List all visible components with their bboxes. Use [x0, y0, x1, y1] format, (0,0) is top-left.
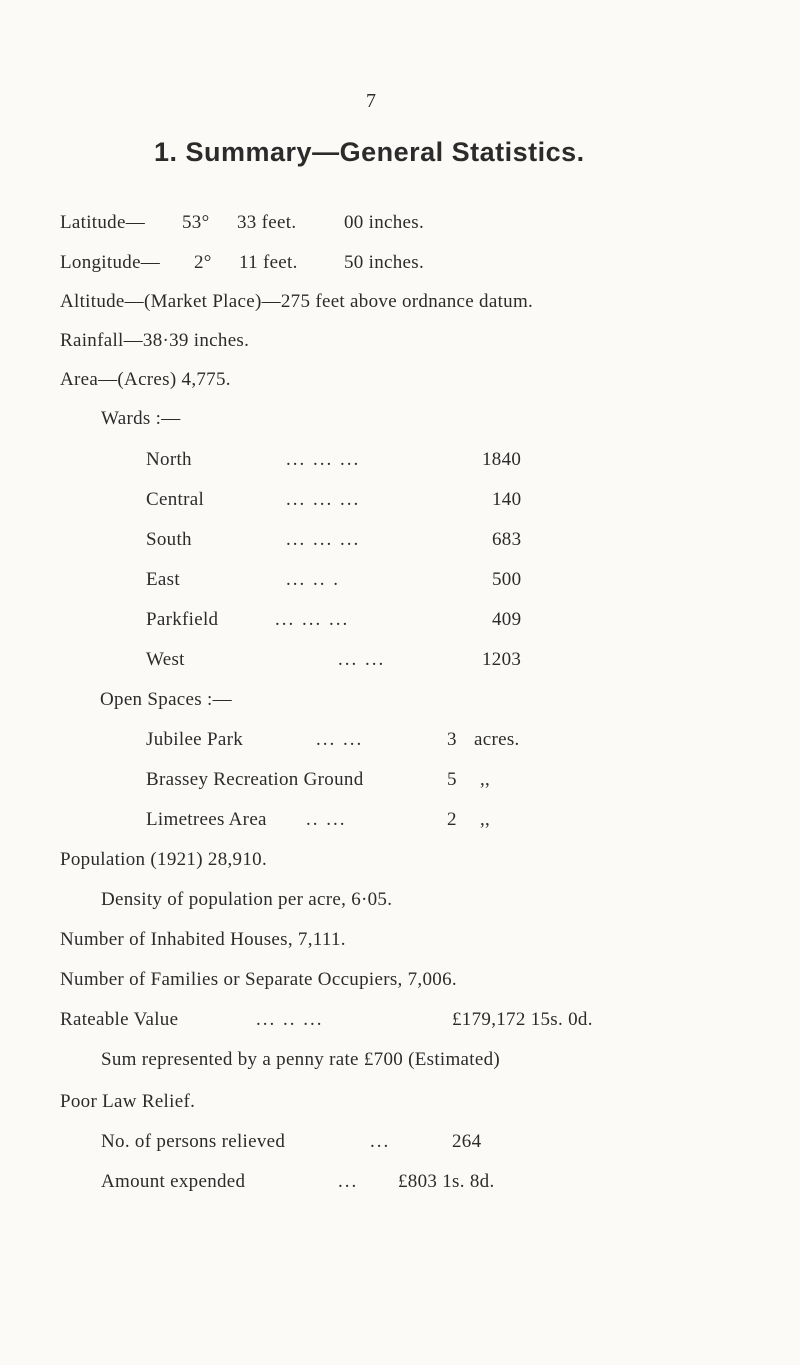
ward-value: 140	[492, 489, 522, 510]
open-space-value: 2	[447, 809, 457, 830]
ward-value: 500	[492, 569, 522, 590]
open-space-name: Limetrees Area	[146, 809, 267, 830]
longitude-inches: 50 inches.	[344, 252, 425, 273]
ward-name: South	[146, 529, 192, 550]
ward-name: North	[146, 449, 192, 470]
population-line: Population (1921) 28,910.	[60, 849, 267, 870]
page-number: 7	[366, 90, 377, 112]
leader-dots: ... .. .	[286, 569, 340, 590]
ward-name: Central	[146, 489, 205, 510]
poor-law-heading: Poor Law Relief.	[60, 1091, 196, 1112]
altitude-line: Altitude—(Market Place)—275 feet above ordnance datum.	[60, 291, 534, 312]
persons-relieved-label: No. of persons relieved	[101, 1131, 286, 1152]
rateable-value-amount: £179,172 15s. 0d.	[452, 1009, 593, 1030]
leader-dots: ... ... ...	[286, 449, 361, 470]
open-space-unit: acres.	[474, 729, 520, 750]
longitude-feet: 11 feet.	[239, 252, 298, 273]
open-space-name: Jubilee Park	[146, 729, 243, 750]
latitude-inches: 00 inches.	[344, 212, 425, 233]
penny-rate-line: Sum represented by a penny rate £700 (Estimated)	[101, 1049, 501, 1070]
open-space-unit: ,,	[480, 809, 491, 830]
amount-expended-value: £803 1s. 8d.	[398, 1171, 495, 1192]
leader-dots: ...	[338, 1171, 359, 1192]
leader-dots: ... ...	[316, 729, 364, 750]
leader-dots: ... .. ...	[256, 1009, 324, 1030]
leader-dots: .. ...	[306, 809, 347, 830]
ward-name: East	[146, 569, 180, 590]
ward-value: 1840	[482, 449, 522, 470]
leader-dots: ... ... ...	[286, 529, 361, 550]
wards-heading: Wards :—	[101, 408, 181, 429]
persons-relieved-value: 264	[452, 1131, 482, 1152]
rainfall-line: Rainfall—38·39 inches.	[60, 330, 250, 351]
families-line: Number of Families or Separate Occupiers, 7,006.	[60, 969, 457, 990]
open-space-value: 5	[447, 769, 457, 790]
ward-name: West	[146, 649, 185, 670]
ward-value: 409	[492, 609, 522, 630]
open-space-value: 3	[447, 729, 457, 750]
open-spaces-heading: Open Spaces :—	[100, 689, 232, 710]
latitude-label: Latitude—	[60, 212, 146, 233]
longitude-label: Longitude—	[60, 252, 161, 273]
open-space-name: Brassey Recreation Ground	[146, 769, 364, 790]
leader-dots: ...	[370, 1131, 391, 1152]
leader-dots: ... ... ...	[275, 609, 350, 630]
leader-dots: ... ... ...	[286, 489, 361, 510]
ward-value: 683	[492, 529, 522, 550]
latitude-feet: 33 feet.	[237, 212, 297, 233]
page-title: 1. Summary—General Statistics.	[154, 137, 585, 167]
longitude-degrees: 2°	[194, 252, 212, 273]
density-line: Density of population per acre, 6·05.	[101, 889, 393, 910]
amount-expended-label: Amount expended	[101, 1171, 246, 1192]
latitude-degrees: 53°	[182, 212, 210, 233]
ward-name: Parkfield	[146, 609, 219, 630]
leader-dots: ... ...	[338, 649, 386, 670]
area-line: Area—(Acres) 4,775.	[60, 369, 231, 390]
inhabited-houses-line: Number of Inhabited Houses, 7,111.	[60, 929, 346, 950]
open-space-unit: ,,	[480, 769, 491, 790]
rateable-value-label: Rateable Value	[60, 1009, 179, 1030]
ward-value: 1203	[482, 649, 522, 670]
